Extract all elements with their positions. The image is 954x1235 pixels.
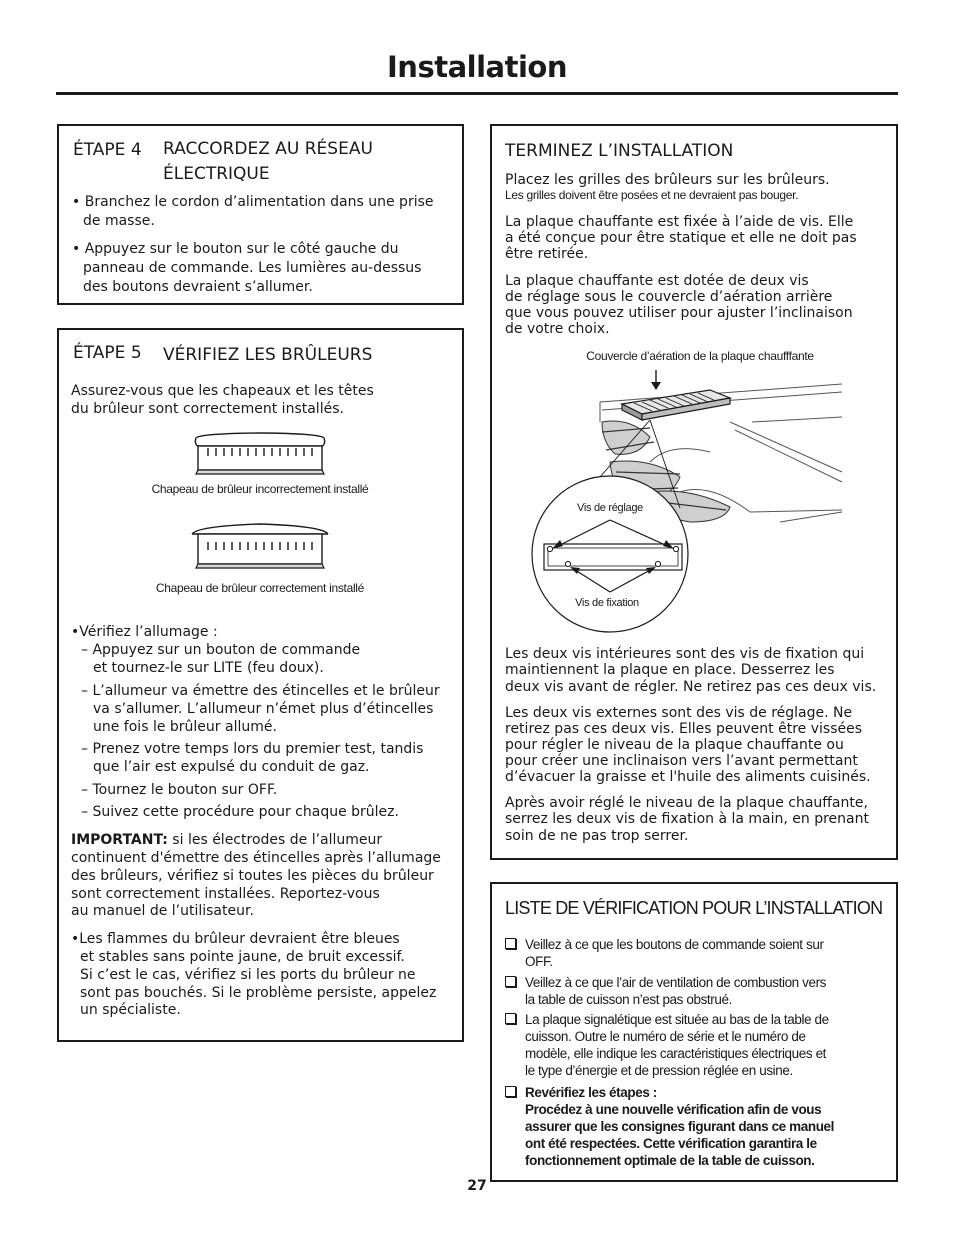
checkbox-icon xyxy=(505,1013,516,1024)
step4-bullet2-line2: panneau de commande. Les lumières au-dessus xyxy=(83,260,422,276)
step4-heading-line1: RACCORDEZ AU RÉSEAU xyxy=(163,139,373,159)
page-title: Installation xyxy=(387,50,567,84)
finish-p5-line1: Les deux vis externes sont des vis de réglage. Ne xyxy=(505,705,853,721)
checklist-item-1-line2: OFF. xyxy=(525,954,553,969)
finish-p6-line3: soin de ne pas trop serrer. xyxy=(505,828,689,844)
figure-adjust-screw-label: Vis de réglage xyxy=(577,502,643,514)
finish-p5-line2: retirez pas ces deux vis. Elles peuvent être vissées xyxy=(505,721,863,737)
finish-p6-line2: serrez les deux vis de fixation à la main, en prenant xyxy=(505,811,869,827)
flames-line2: et stables sans pointe jaune, de bruit excessif. xyxy=(80,949,405,965)
figure-fix-screw-label: Vis de fixation xyxy=(575,597,639,609)
finish-p3-line3: que vous pouvez utiliser pour ajuster l’inclinaison xyxy=(505,305,853,321)
caption-incorrect: Chapeau de brûleur incorrectement installé xyxy=(151,482,369,496)
dash2-line3: une fois le brûleur allumé. xyxy=(93,719,277,735)
finish-p3-line2: de réglage sous le couvercle d’aération arrière xyxy=(505,289,833,305)
page-number: 27 xyxy=(467,1178,487,1194)
finish-p1-line1: Placez les grilles des brûleurs sur les brûleurs. xyxy=(505,172,830,188)
dash1-line2: et tournez-le sur LITE (feu doux). xyxy=(93,660,324,676)
finish-p2-line2: a été conçue pour être statique et elle ne doit pas xyxy=(505,230,857,246)
title-divider xyxy=(56,92,898,95)
finish-heading: TERMINEZ L’INSTALLATION xyxy=(505,141,734,161)
checklist-item-2-line2: la table de cuisson n’est pas obstrué. xyxy=(525,992,732,1007)
important-line2: continuent d'émettre des étincelles après l’allumage xyxy=(71,850,441,866)
step5-label: ÉTAPE 5 xyxy=(73,343,142,363)
finish-p2-line3: être retirée. xyxy=(505,246,589,262)
burner-cap-correct-illustration xyxy=(188,520,332,570)
finish-p3-line4: de votre choix. xyxy=(505,321,610,337)
step4-bullet1-line1: • Branchez le cordon d’alimentation dans une prise xyxy=(72,194,434,210)
step4-bullet2-line3: des boutons devraient s’allumer. xyxy=(83,279,313,295)
checklist-item-3-line2: cuisson. Outre le numéro de série et le numéro de xyxy=(525,1029,806,1044)
dash3-line1: – Prenez votre temps lors du premier test, tandis xyxy=(81,741,424,757)
step4-heading-line2: ÉLECTRIQUE xyxy=(163,164,270,184)
important-label: IMPORTANT: xyxy=(71,832,168,848)
check-ignition: •Vérifiez l’allumage : xyxy=(71,624,218,640)
checklist-item-4-line2: Procédez à une nouvelle vérification afin de vous xyxy=(525,1102,822,1117)
checklist-item-4-line5: fonctionnement optimale de la table de cuisson. xyxy=(525,1153,815,1168)
burner-cap-incorrect-illustration xyxy=(190,430,330,476)
important-text: si les électrodes de l’allumeur xyxy=(167,832,383,848)
checklist-item-4-line4: ont été respectées. Cette vérification garantira le xyxy=(525,1136,817,1151)
checkbox-icon xyxy=(505,976,516,987)
important-line1 xyxy=(71,831,382,849)
dash4: – Tournez le bouton sur OFF. xyxy=(81,782,278,798)
dash2-line2: va s’allumer. L’allumeur n’émet plus d’étincelles xyxy=(93,701,434,717)
finish-p3-line1: La plaque chauffante est dotée de deux vis xyxy=(505,273,809,289)
checklist-item-2-line1: Veillez à ce que l’air de ventilation de combustion vers xyxy=(525,975,827,990)
step5-intro-line1: Assurez-vous que les chapeaux et les têtes xyxy=(71,383,374,399)
finish-p5-line3: pour régler le niveau de la plaque chauffante ou xyxy=(505,737,844,753)
finish-p6-line1: Après avoir réglé le niveau de la plaque chauffante, xyxy=(505,795,868,811)
finish-p5-line5: d’évacuer la graisse et l'huile des aliments cuisinés. xyxy=(505,769,871,785)
checkbox-icon xyxy=(505,938,516,949)
flames-line1: •Les flammes du brûleur devraient être bleues xyxy=(71,931,400,947)
step4-label: ÉTAPE 4 xyxy=(73,140,142,160)
step5-intro-line2: du brûleur sont correctement installés. xyxy=(71,401,344,417)
checklist-item-3-line3: modèle, elle indique les caractéristiques électriques et xyxy=(525,1046,827,1061)
checkbox-icon xyxy=(505,1086,516,1097)
flames-line3: Si c’est le cas, vérifiez si les ports du brûleur ne xyxy=(80,967,416,983)
checklist-item-3-line4: le type d’énergie et de pression réglée en usine. xyxy=(525,1063,793,1078)
important-line5: au manuel de l’utilisateur. xyxy=(71,903,254,919)
finish-p2-line1: La plaque chauffante est fixée à l’aide de vis. Elle xyxy=(505,214,854,230)
important-line3: des brûleurs, vérifiez si toutes les pièces du brûleur xyxy=(71,868,434,884)
flames-line5: un spécialiste. xyxy=(80,1002,181,1018)
dash2-line1: – L’allumeur va émettre des étincelles et le brûleur xyxy=(81,683,440,699)
dash3-line2: que l’air est expulsé du conduit de gaz. xyxy=(93,759,370,775)
step4-bullet1-line2: de masse. xyxy=(83,213,155,229)
caption-correct: Chapeau de brûleur correctement installé xyxy=(155,581,365,595)
finish-p4-line1: Les deux vis intérieures sont des vis de fixation qui xyxy=(505,646,865,662)
finish-p4-line2: maintiennent la plaque en place. Desserrez les xyxy=(505,662,835,678)
checklist-heading: LISTE DE VÉRIFICATION POUR L’INSTALLATION xyxy=(505,898,883,918)
checklist-item-4-line3: assurer que les consignes figurant dans ce manuel xyxy=(525,1119,835,1134)
figure-vent-label: Couvercle d’aération de la plaque chaufffante xyxy=(586,349,814,363)
dash1-line1: – Appuyez sur un bouton de commande xyxy=(81,642,361,658)
important-line4: sont correctement installées. Reportez-vous xyxy=(71,886,380,902)
step4-bullet2-line1: • Appuyez sur le bouton sur le côté gauche du xyxy=(72,241,399,257)
dash5: – Suivez cette procédure pour chaque brûlez. xyxy=(81,804,399,820)
finish-p1-line2: Les grilles doivent être posées et ne devraient pas bouger. xyxy=(505,188,799,202)
checklist-item-4-line1: Revérifiez les étapes : xyxy=(525,1085,657,1100)
finish-p4-line3: deux vis avant de régler. Ne retirez pas ces deux vis. xyxy=(505,679,877,695)
finish-p5-line4: pour créer une inclinaison vers l’avant permettant xyxy=(505,753,858,769)
checklist-item-1-line1: Veillez à ce que les boutons de commande soient sur xyxy=(525,937,824,952)
flames-line4: sont pas bouchés. Si le problème persiste, appelez xyxy=(80,985,437,1001)
checklist-item-3-line1: La plaque signalétique est située au bas de la table de xyxy=(525,1012,829,1027)
step5-heading: VÉRIFIEZ LES BRÛLEURS xyxy=(163,345,373,365)
